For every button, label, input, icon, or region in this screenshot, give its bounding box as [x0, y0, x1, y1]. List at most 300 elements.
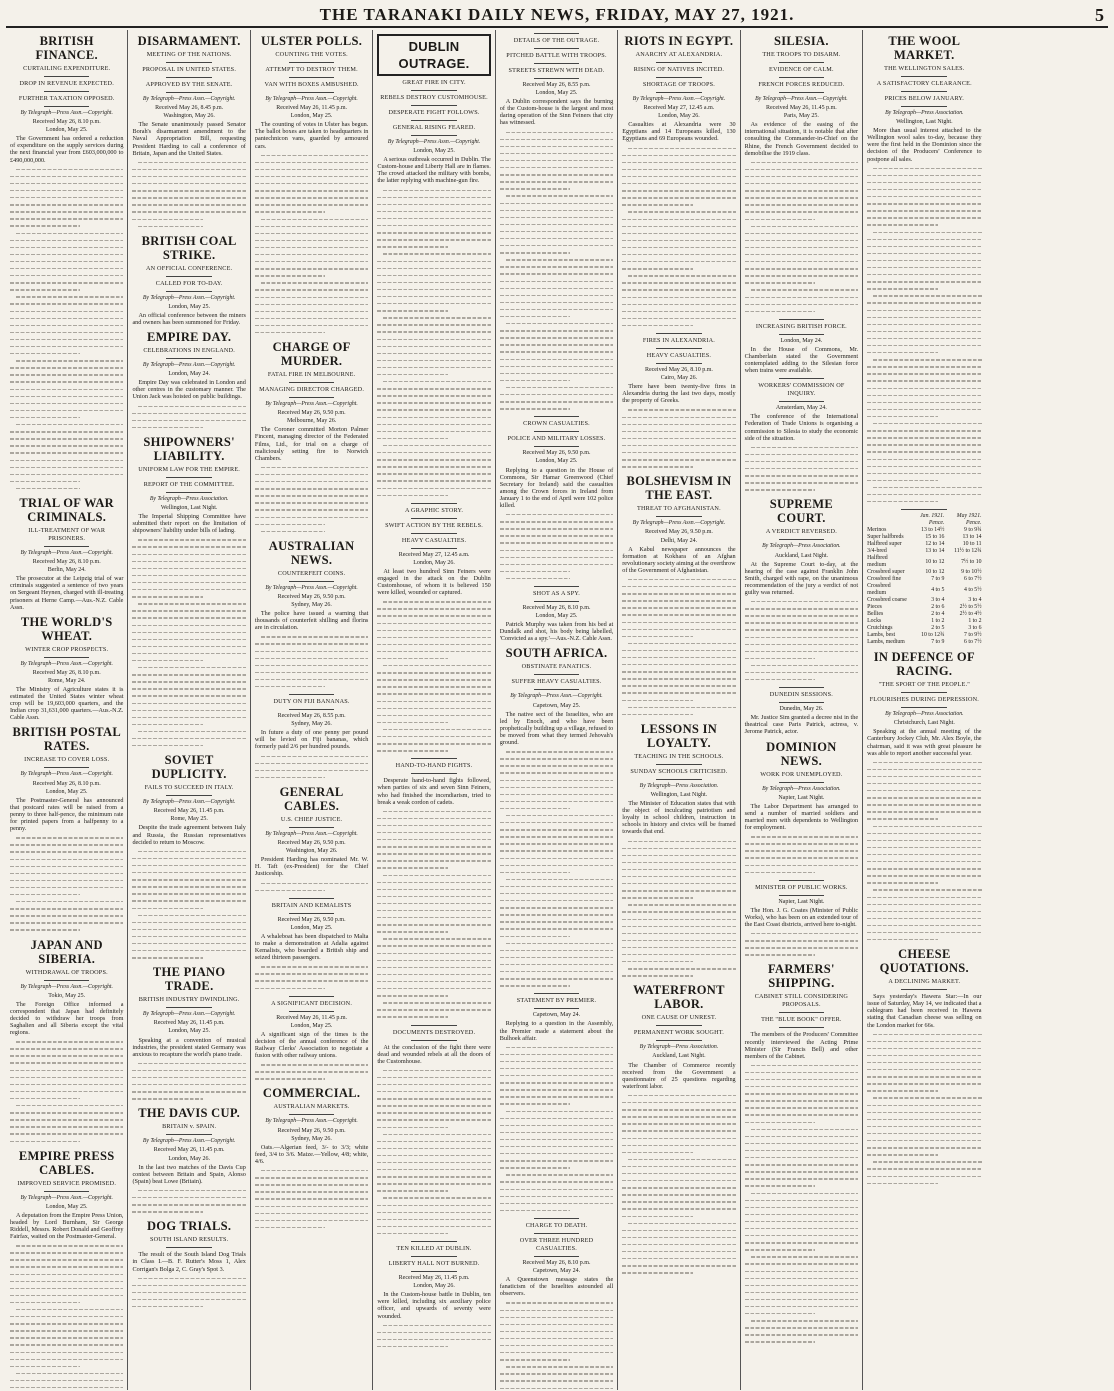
text-line — [10, 244, 123, 251]
article — [867, 650, 981, 943]
text-line — [500, 242, 613, 249]
sub-rule — [166, 291, 211, 292]
text-line — [10, 1088, 123, 1095]
text-line — [255, 1068, 368, 1075]
text-line — [500, 285, 613, 292]
text-line — [745, 655, 858, 662]
text-line — [622, 873, 735, 880]
text-line — [10, 1067, 123, 1074]
text-line — [10, 449, 123, 456]
text-line — [10, 329, 123, 336]
text-line — [377, 201, 490, 208]
body-text-lines — [255, 963, 368, 991]
sub-rule — [534, 1233, 579, 1234]
text-line — [10, 841, 123, 848]
sub-headline: A SATISFACTORY CLEARANCE. — [876, 80, 972, 87]
text-line — [255, 1181, 368, 1188]
text-line — [622, 187, 735, 194]
text-line — [132, 410, 245, 417]
sub-rule — [656, 363, 701, 364]
text-line — [10, 485, 123, 492]
sub-rule — [289, 581, 334, 582]
text-line — [622, 1149, 735, 1156]
dateline: Christchurch, Last Night. — [893, 720, 955, 727]
text-line — [255, 265, 368, 272]
sub-headline: THE "BLUE BOOK" OFFER. — [761, 1016, 842, 1024]
article — [745, 740, 858, 876]
text-line — [622, 1213, 735, 1220]
text-line — [622, 640, 735, 647]
sub-rule — [411, 90, 456, 91]
text-line — [255, 166, 368, 173]
text-line — [377, 336, 490, 343]
text-line — [622, 1142, 735, 1149]
text-line — [867, 915, 981, 922]
text-line — [255, 676, 368, 683]
article — [255, 898, 368, 992]
sub-rule — [289, 827, 334, 828]
text-line — [500, 320, 613, 327]
text-line — [745, 486, 858, 493]
dateline: Wellington, Last Night. — [650, 791, 708, 798]
table-cell: 13 to 14 — [925, 548, 945, 555]
section-rule — [534, 33, 579, 34]
text-line — [622, 1177, 735, 1184]
text-line — [622, 152, 735, 159]
text-line — [10, 1271, 123, 1278]
sub-headline: AN OFFICIAL CONFERENCE. — [145, 264, 233, 272]
section-rule — [534, 993, 579, 994]
text-line — [867, 929, 981, 936]
text-line — [377, 1187, 490, 1194]
text-line — [867, 456, 981, 463]
text-line — [255, 1217, 368, 1224]
text-line — [867, 328, 981, 335]
text-line — [622, 201, 735, 208]
text-line — [132, 159, 245, 166]
text-line — [745, 301, 858, 308]
text-line — [132, 848, 245, 855]
text-line — [500, 1314, 613, 1321]
text-line — [377, 669, 490, 676]
text-line — [10, 187, 123, 194]
sub-headline: DESPERATE FIGHT FOLLOWS. — [388, 109, 480, 116]
sub-headline: MANAGING DIRECTOR CHARGED. — [259, 386, 365, 394]
text-line — [745, 634, 858, 641]
text-line — [377, 1202, 490, 1209]
text-line — [867, 250, 981, 257]
text-line — [500, 925, 613, 932]
dateline: Auckland, Last Night. — [774, 552, 829, 559]
text-line — [10, 1123, 123, 1130]
text-line — [745, 619, 858, 626]
text-line — [867, 179, 981, 186]
text-line — [745, 265, 858, 272]
section-rule — [411, 1241, 456, 1242]
body-text-lines — [377, 1322, 490, 1350]
text-line — [255, 655, 368, 662]
text-line — [255, 1210, 368, 1217]
article-headline: AUSTRALIAN NEWS. — [268, 538, 355, 567]
table-row — [867, 611, 981, 618]
text-line — [255, 640, 368, 647]
sub-rule — [411, 1256, 456, 1257]
received-time: Received May 26, 11.45 p.m. — [398, 1275, 470, 1282]
text-line — [745, 662, 858, 669]
sub-rule — [534, 431, 579, 432]
text-line — [500, 143, 613, 150]
received-time: Received May 26, 11.45 p.m. — [153, 1147, 225, 1154]
table-cell: Bellies — [867, 611, 884, 618]
sub-rule — [44, 1191, 89, 1192]
text-line — [867, 370, 981, 377]
text-line — [867, 1151, 981, 1158]
text-line — [867, 236, 981, 243]
text-line — [377, 605, 490, 612]
sub-rule — [166, 62, 211, 63]
text-line — [10, 357, 123, 364]
text-line — [867, 427, 981, 434]
sub-rule — [534, 1008, 579, 1009]
table-cell: 2 to 4 — [931, 611, 945, 618]
text-line — [132, 707, 245, 714]
body-text-lines — [867, 165, 981, 506]
article — [500, 1218, 613, 1390]
text-line — [500, 1299, 613, 1306]
text-line — [622, 1184, 735, 1191]
text-line — [622, 859, 735, 866]
article-headline: ULSTER POLLS. — [261, 34, 363, 48]
sub-headline: FIRES IN ALEXANDRIA. — [642, 337, 716, 344]
received-time: Received May 26, 8.55 p.m. — [277, 713, 346, 720]
article-headline: SHIPOWNERS' LIABILITY. — [143, 434, 235, 463]
text-line — [377, 921, 490, 928]
text-line — [377, 229, 490, 236]
text-line — [10, 364, 123, 371]
text-line — [132, 1060, 245, 1067]
text-line — [10, 222, 123, 229]
text-line — [867, 1102, 981, 1109]
section-rule — [289, 694, 334, 695]
text-line — [132, 565, 245, 572]
text-line — [867, 314, 981, 321]
section-rule — [534, 416, 579, 417]
text-line — [132, 223, 245, 230]
text-line — [377, 243, 490, 250]
text-line — [745, 612, 858, 619]
sub-headline: THE WELLINGTON SALES. — [884, 65, 965, 72]
article-body: Oats.—Algerian feed, 3/- to 3/3; white feed, 3/4 to 3/6. Maize.—Yellow, 4/8; white, 4/6. — [254, 1143, 369, 1165]
text-line — [132, 194, 245, 201]
text-line — [10, 378, 123, 385]
sub-rule — [411, 1271, 456, 1272]
text-line — [377, 328, 490, 335]
sub-rule — [901, 76, 947, 77]
dateline: London, May 26. — [168, 1155, 210, 1162]
dateline: London, May 26. — [413, 1283, 455, 1290]
text-line — [500, 855, 613, 862]
text-line — [622, 908, 735, 915]
text-line — [745, 676, 858, 683]
text-line — [500, 862, 613, 869]
sub-rule — [289, 382, 334, 383]
text-line — [745, 862, 858, 869]
sub-headline: BRITISH INDUSTRY DWINDLING. — [138, 996, 240, 1004]
article — [132, 34, 245, 230]
text-line — [500, 554, 613, 561]
dateline: London, May 24. — [168, 371, 210, 378]
text-line — [867, 1165, 981, 1172]
text-line — [132, 940, 245, 947]
sub-rule — [411, 1040, 456, 1041]
text-line — [10, 884, 123, 891]
text-line — [867, 264, 981, 271]
text-line — [377, 449, 490, 456]
article-headline: GENERAL CABLES. — [279, 784, 344, 813]
text-line — [132, 650, 245, 657]
text-line — [132, 558, 245, 565]
text-line — [500, 511, 613, 518]
text-line — [377, 293, 490, 300]
text-line — [500, 1086, 613, 1093]
text-line — [255, 887, 368, 894]
sub-headline: DOCUMENTS DESTROYED. — [392, 1028, 476, 1036]
text-line — [500, 833, 613, 840]
text-line — [500, 185, 613, 192]
text-line — [132, 403, 245, 410]
article-headline: SUPREME COURT. — [769, 497, 833, 526]
article — [377, 503, 490, 755]
text-line — [377, 662, 490, 669]
article — [132, 1219, 245, 1310]
text-line — [10, 464, 123, 471]
text-line — [377, 676, 490, 683]
text-line — [867, 1094, 981, 1101]
text-line — [377, 1074, 490, 1081]
sub-headline: APPROVED BY THE SENATE. — [145, 81, 233, 88]
text-line — [867, 342, 981, 349]
text-line — [500, 812, 613, 819]
text-line — [377, 893, 490, 900]
text-line — [745, 451, 858, 458]
text-line — [745, 272, 858, 279]
text-line — [867, 420, 981, 427]
text-line — [132, 735, 245, 742]
text-line — [622, 230, 735, 237]
sub-rule — [534, 1256, 579, 1257]
table-cell: 4 to 5½ — [963, 586, 982, 593]
sub-headline: PITCHED BATTLE WITH TROOPS. — [506, 52, 607, 59]
text-line — [500, 847, 613, 854]
text-line — [622, 930, 735, 937]
article — [10, 34, 123, 492]
text-line — [132, 1187, 245, 1194]
sub-rule — [656, 1025, 701, 1026]
article-headline: THE WORLD'S WHEAT. — [20, 614, 113, 643]
sub-headline: A GRAPHIC STORY. — [404, 506, 464, 514]
text-line — [745, 1275, 858, 1282]
text-line — [500, 256, 613, 263]
text-line — [622, 675, 735, 682]
text-line — [500, 391, 613, 398]
news-column — [496, 30, 618, 1390]
article-headline: SOUTH AFRICA. — [505, 646, 608, 661]
dateline: London, May 25. — [45, 1203, 88, 1210]
text-line — [10, 166, 123, 173]
sub-headline: MEETING OF THE NATIONS. — [146, 51, 232, 58]
text-line — [10, 1320, 123, 1327]
text-line — [622, 1241, 735, 1248]
text-line — [10, 1363, 123, 1370]
text-line — [377, 864, 490, 871]
article — [10, 615, 123, 722]
text-line — [622, 1170, 735, 1177]
text-line — [867, 922, 981, 929]
text-line — [867, 200, 981, 207]
received-time: Received May 26, 11.45 p.m. — [153, 1020, 225, 1027]
text-line — [867, 271, 981, 278]
sub-rule — [289, 397, 334, 398]
sub-rule — [411, 518, 456, 519]
text-line — [622, 1135, 735, 1142]
text-line — [377, 1173, 490, 1180]
text-line — [622, 590, 735, 597]
text-line — [132, 551, 245, 558]
text-line — [867, 498, 981, 505]
text-line — [10, 1377, 123, 1384]
text-line — [255, 230, 368, 237]
sub-rule — [779, 62, 824, 63]
text-line — [255, 173, 368, 180]
text-line — [622, 223, 735, 230]
sub-rule — [656, 516, 701, 517]
text-line — [255, 194, 368, 201]
sub-rule — [166, 77, 211, 78]
article-byline: By Telegraph—Press Association. — [149, 495, 229, 502]
text-line — [867, 448, 981, 455]
sub-rule — [166, 795, 211, 796]
body-text-lines — [132, 403, 245, 431]
dateline: Cairo, May 26. — [660, 375, 698, 382]
article-body: The Chamber of Commerce recently received from the Government a questionnaire of 25 questions regarding waterfront labor. — [622, 1061, 736, 1090]
article-headline: IN DEFENCE OF RACING. — [873, 650, 975, 679]
text-line — [377, 971, 490, 978]
text-line — [10, 905, 123, 912]
sub-rule — [779, 702, 824, 703]
text-line — [745, 598, 858, 605]
text-line — [132, 883, 245, 890]
sub-headline: CHARGE TO DEATH. — [525, 1221, 588, 1229]
text-line — [745, 279, 858, 286]
article-body: An official conference between the miners and owners has been summoned for Friday. — [132, 311, 246, 326]
text-line — [377, 392, 490, 399]
table-row — [867, 555, 981, 569]
article-headline: LESSONS IN LOYALTY. — [640, 721, 718, 750]
text-line — [622, 704, 735, 711]
sub-headline: ATTEMPT TO DESTROY THEM. — [265, 66, 358, 73]
text-line — [745, 1062, 858, 1069]
text-line — [867, 477, 981, 484]
text-line — [132, 700, 245, 707]
text-line — [255, 985, 368, 992]
article-body: At least two hundred Sinn Feiners were engaged in the attack on the Dublin Customhouse, of whom it is believed 150 were killed, wounded or captured. — [377, 567, 491, 597]
text-line — [377, 914, 490, 921]
text-line — [377, 1223, 490, 1230]
article-headline: FARMERS' SHIPPING. — [768, 962, 835, 991]
text-line — [745, 258, 858, 265]
section-rule — [901, 509, 947, 510]
text-line — [255, 237, 368, 244]
sub-rule — [534, 674, 579, 675]
text-line — [10, 251, 123, 258]
table-cell: 7 to 9 — [931, 576, 945, 583]
text-line — [377, 378, 490, 385]
text-line — [255, 977, 368, 984]
text-line — [10, 230, 123, 237]
sub-headline: PERMANENT WORK SOUGHT. — [633, 1029, 725, 1037]
text-line — [622, 894, 735, 901]
text-line — [622, 258, 735, 265]
body-text-lines — [745, 598, 858, 683]
text-line — [10, 1327, 123, 1334]
text-line — [10, 258, 123, 265]
text-line — [132, 1088, 245, 1095]
received-time: Received May 26, 8.10 p.m. — [32, 119, 101, 126]
sub-headline: DETAILS OF THE OUTRAGE. — [513, 37, 600, 44]
text-line — [255, 329, 368, 336]
table-cell: 3 to 4 — [968, 597, 982, 604]
text-line — [132, 1081, 245, 1088]
text-line — [867, 1158, 981, 1165]
text-line — [622, 944, 735, 951]
text-line — [500, 207, 613, 214]
sub-headline: THREAT TO AFGHANISTAN. — [637, 505, 721, 513]
text-line — [745, 1126, 858, 1133]
text-line — [10, 1306, 123, 1313]
body-text-lines — [255, 1061, 368, 1082]
text-line — [132, 912, 245, 919]
table-cell: 3/4-bred — [867, 548, 887, 555]
article-byline: By Telegraph—Press Assn.—Copyright. — [265, 401, 358, 408]
text-line — [10, 1130, 123, 1137]
sub-rule — [44, 546, 89, 547]
text-line — [622, 633, 735, 640]
received-time: Received May 26, 8.10 p.m. — [32, 559, 101, 566]
text-line — [622, 597, 735, 604]
text-line — [10, 1370, 123, 1377]
body-text-lines — [745, 159, 858, 315]
sub-headline: WINTER CROP PROSPECTS. — [25, 645, 109, 653]
text-line — [500, 341, 613, 348]
text-line — [10, 237, 123, 244]
text-line — [255, 216, 368, 223]
article-headline: COMMERCIAL. — [262, 1086, 361, 1101]
dateline: London, May 25. — [168, 303, 210, 310]
received-time: Received May 26, 9.50 p.m. — [644, 529, 713, 536]
text-line — [622, 428, 735, 435]
text-line — [500, 228, 613, 235]
text-line — [622, 1191, 735, 1198]
text-line — [622, 463, 735, 470]
text-line — [255, 279, 368, 286]
text-line — [867, 815, 981, 822]
article-byline: By Telegraph—Press Assn.—Copyright. — [510, 693, 603, 700]
article-body: Replying to a question in the Assembly, the Premier made a statement about the Bulhoek affair. — [499, 1020, 614, 1042]
article — [745, 880, 858, 959]
text-line — [10, 877, 123, 884]
sub-headline: STATEMENT BY PREMIER. — [516, 997, 597, 1005]
body-text-lines — [377, 808, 490, 1021]
